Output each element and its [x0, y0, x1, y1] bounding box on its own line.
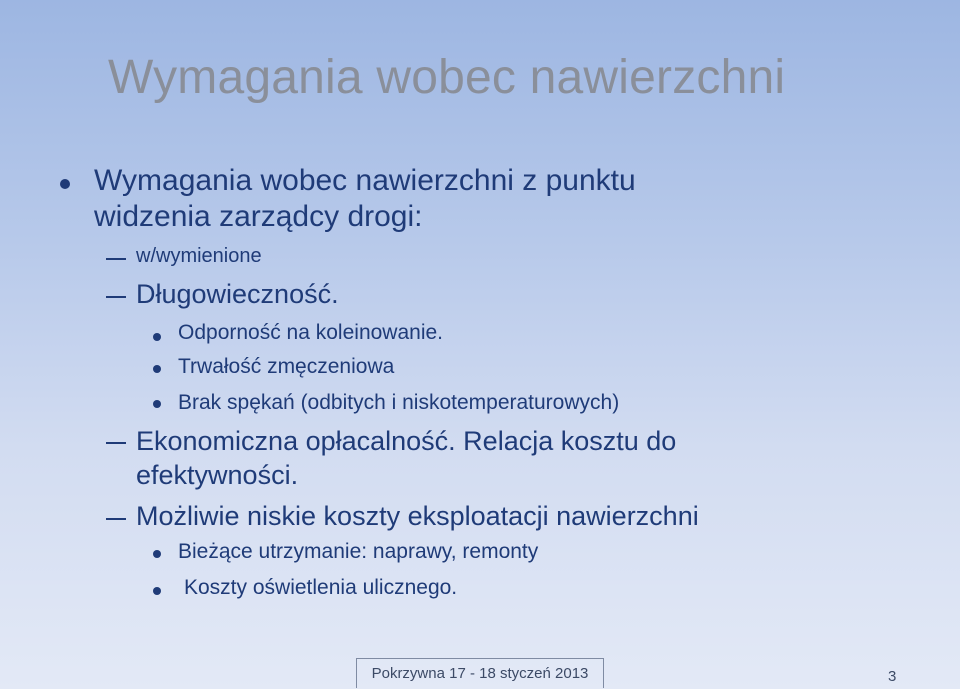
dash-icon	[106, 442, 126, 444]
slide-title: Wymagania wobec nawierzchni	[108, 51, 786, 104]
list-item-line1: Ekonomiczna opłacalność. Relacja kosztu do	[136, 426, 677, 456]
main-bullet-line1: Wymagania wobec nawierzchni z punktu	[94, 164, 636, 197]
bullet-dot-icon	[153, 333, 161, 341]
list-item: Trwałość zmęczeniowa	[178, 355, 395, 378]
dash-icon	[106, 518, 126, 520]
list-item: Bieżące utrzymanie: naprawy, remonty	[178, 540, 539, 563]
list-item-line2: efektywności.	[136, 460, 299, 490]
list-item: Długowieczność.	[136, 279, 339, 309]
list-item: w/wymienione	[136, 245, 262, 267]
bullet-dot-icon	[153, 550, 161, 558]
footer-text: Pokrzywna 17 - 18 styczeń 2013	[356, 658, 604, 688]
bullet-dot-icon	[153, 365, 161, 373]
bullet-dot-icon	[153, 587, 161, 595]
list-item: Możliwie niskie koszty eksploatacji nawierzchni	[136, 501, 699, 531]
dash-icon	[106, 296, 126, 298]
list-item: Brak spękań (odbitych i niskotemperaturowych)	[178, 391, 620, 414]
page-number: 3	[888, 668, 897, 685]
main-bullet-line2: widzenia zarządcy drogi:	[94, 200, 423, 233]
list-item: Odporność na koleinowanie.	[178, 321, 444, 344]
dash-icon	[106, 258, 126, 260]
bullet-dot-icon	[153, 400, 161, 408]
bullet-dot-icon	[60, 179, 70, 189]
list-item: Koszty oświetlenia ulicznego.	[184, 576, 458, 599]
